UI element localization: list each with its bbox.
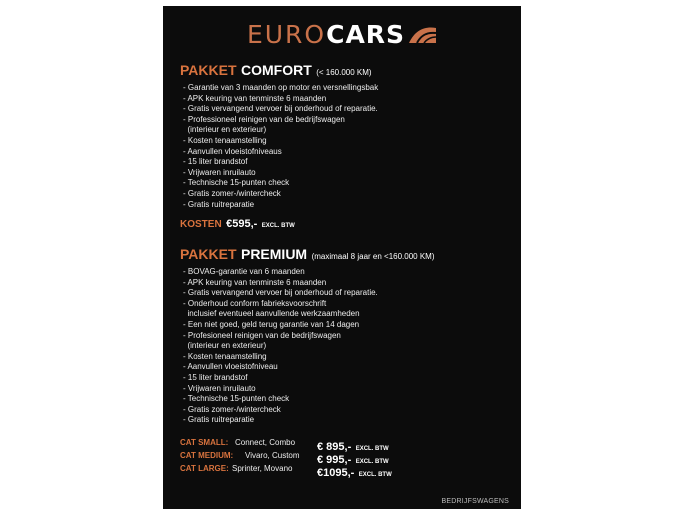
list-item: - Garantie van 3 maanden op motor en versnellingsbak [183, 83, 379, 92]
category-price-value: € 995,- [317, 454, 352, 466]
list-item: - BOVAG-garantie van 6 maanden [183, 267, 305, 276]
list-item: - Technische 15-punten check [183, 394, 290, 404]
comfort-price-excl: EXCL. BTW [261, 223, 295, 230]
comfort-price-label: KOSTEN [180, 219, 222, 231]
price-sheet [163, 6, 521, 509]
list-item: - APK keuring van tenminste 6 maanden [183, 277, 327, 287]
list-item: (interieur en exterieur) [183, 125, 267, 135]
category-models: Sprinter, Movano [232, 464, 293, 473]
list-item: - Kosten tenaamstelling [183, 135, 267, 145]
category-name: CAT LARGE: [180, 464, 229, 473]
category-price-excl: EXCL. BTW [355, 446, 389, 452]
list-item: - Aanvullen vloeistofniveau [183, 362, 278, 372]
comfort-title [180, 62, 513, 81]
list-item: - Vrijwaren inruilauto [183, 167, 256, 177]
comfort-title-word: PAKKET [180, 62, 237, 78]
list-item: inclusief eventueel aanvullende werkzaamheden [183, 309, 360, 319]
category-price [317, 463, 392, 481]
premium-title-word: PAKKET [180, 246, 237, 262]
logo-euro-text: EURO [246, 19, 327, 49]
list-item: - Professioneel reinigen van de bedrijfswagen [183, 114, 345, 124]
premium-title-note: (maximaal 8 jaar en <160.000 KM) [311, 252, 435, 261]
list-item: - Kosten tenaamstelling [183, 351, 267, 361]
logo-cars-text: CARS [326, 19, 406, 49]
list-item: - Profesioneel reinigen van de bedrijfswagen [183, 330, 341, 340]
category-name: CAT SMALL: [180, 438, 229, 447]
list-item: - Onderhoud conform fabrieksvoorschrift [183, 298, 327, 308]
eurocars-logo [163, 20, 521, 48]
list-item: - Aanvullen vloeistofniveaus [183, 146, 282, 156]
list-item: - 15 liter brandstof [183, 157, 248, 167]
category-price-value: € 895,- [317, 441, 352, 453]
category-models: Connect, Combo [235, 438, 296, 447]
list-item: (interieur en exterieur) [183, 341, 267, 351]
comfort-title-note: (< 160.000 KM) [316, 68, 372, 77]
premium-item-list [183, 267, 513, 426]
list-item: - 15 liter brandstof [183, 372, 248, 382]
premium-title-name: PREMIUM [240, 246, 308, 262]
category-price-excl: EXCL. BTW [355, 459, 389, 465]
list-item: - Vrijwaren inruilauto [183, 383, 256, 393]
road-swoosh-icon [407, 24, 437, 44]
list-item: - Gratis vervangend vervoer bij onderhoud of reparatie. [183, 288, 378, 298]
list-item: - Een niet goed, geld terug garantie van 14 dagen [183, 319, 360, 329]
comfort-price-value: €595,- [226, 218, 258, 231]
category-price-excl: EXCL. BTW [358, 472, 392, 478]
comfort-package [180, 62, 513, 232]
list-item: - Gratis zomer-/wintercheck [183, 404, 281, 414]
list-item: - Gratis ruitreparatie [183, 415, 255, 425]
list-item: - Gratis ruitreparatie [183, 199, 255, 209]
comfort-title-name: COMFORT [240, 62, 312, 78]
list-item: - Gratis zomer-/wintercheck [183, 188, 281, 198]
category-name: CAT MEDIUM: [180, 451, 234, 460]
list-item: - APK keuring van tenminste 6 maanden [183, 93, 327, 103]
category-price-table [180, 438, 500, 477]
list-item: - Gratis vervangend vervoer bij onderhoud of reparatie. [183, 104, 378, 114]
premium-package [180, 246, 513, 426]
premium-title [180, 246, 513, 265]
category-price-value: €1095,- [317, 467, 355, 479]
category-row-large [180, 464, 500, 477]
comfort-price [180, 214, 513, 232]
comfort-item-list [183, 83, 513, 210]
footer-label: BEDRIJFSWAGENS [441, 498, 509, 505]
category-models: Vivaro, Custom [245, 451, 300, 460]
list-item: - Technische 15-punten check [183, 178, 290, 188]
